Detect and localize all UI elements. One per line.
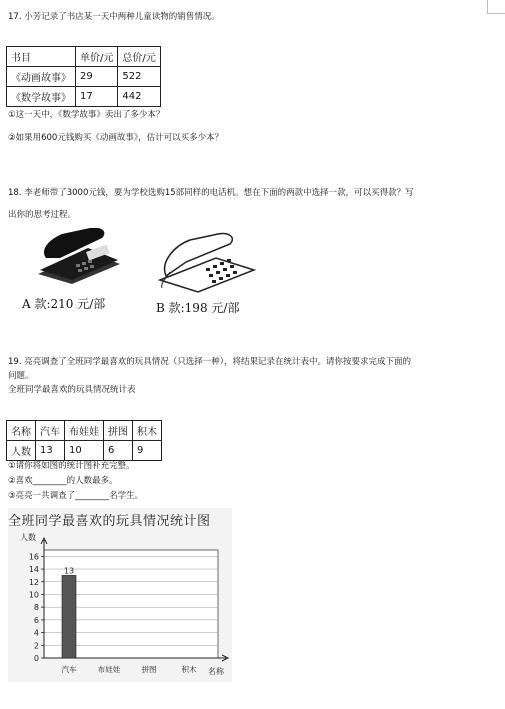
table-cell: 17 <box>76 87 118 107</box>
q19-stem-line-2: 问题。 <box>8 371 34 381</box>
x-axis-label: 名称 <box>208 667 224 676</box>
q17-table <box>6 46 161 107</box>
page-corner-mark <box>487 13 505 14</box>
table-cell: 《数学故事》 <box>7 87 76 107</box>
table-header: 积木 <box>133 421 162 441</box>
q19-table-title: 全班同学最喜欢的玩具情况统计表 <box>8 385 136 395</box>
q19-table <box>6 420 162 461</box>
telephone-icon <box>32 228 124 284</box>
chart-title: 全班同学最喜欢的玩具情况统计图 <box>8 514 211 529</box>
table-header: 总价/元 <box>118 47 160 67</box>
table-header: 书目 <box>7 47 76 67</box>
x-tick-label: 积木 <box>181 665 197 674</box>
q19-sub-question-1: ①请你将如图的统计图补充完整。 <box>8 461 135 471</box>
y-tick-label: 12 <box>28 577 39 587</box>
table-row <box>7 441 162 461</box>
table-cell: 522 <box>118 67 160 87</box>
table-header: 汽车 <box>36 421 65 441</box>
table-cell: 10 <box>65 441 104 461</box>
table-cell: 6 <box>104 441 133 461</box>
table-header-row <box>7 421 162 441</box>
chart-plot <box>8 508 232 682</box>
y-axis-label: 人数 <box>20 533 36 542</box>
q17-sub-question-1: ①这一天中，《数学故事》卖出了多少本？ <box>8 110 165 120</box>
table-cell: 9 <box>133 441 162 461</box>
table-cell: 人数 <box>7 441 36 461</box>
table-cell: 13 <box>36 441 65 461</box>
y-tick-label: 6 <box>33 615 39 625</box>
x-tick-label: 布娃娃 <box>97 665 121 674</box>
q17-sub-question-2: ②如果用600元钱购买《动画故事》，估计可以买多少本？ <box>8 133 224 143</box>
y-tick-label: 0 <box>33 654 39 663</box>
table-row <box>7 67 161 87</box>
table-header: 名称 <box>7 421 36 441</box>
q18-stem-line-1: 18. 李老师带了3000元钱，要为学校选购15部同样的电话机。想在下面的两款中选择一款，可以买得款？写 <box>8 188 414 198</box>
q19-stem-line-1: 19. 亮亮调查了全班同学最喜欢的玩具情况（只选择一种），将结果记录在统计表中。请你按要求完成下面的 <box>8 357 411 367</box>
data-label: 13 <box>63 566 75 576</box>
table-cell: 442 <box>118 87 160 107</box>
y-tick-label: 2 <box>33 641 39 651</box>
table-header: 布娃娃 <box>65 421 104 441</box>
y-tick-label: 14 <box>28 565 39 575</box>
y-tick-label: 4 <box>33 628 39 638</box>
y-tick-label: 8 <box>33 603 39 613</box>
table-row <box>7 87 161 107</box>
telephone-icon <box>156 232 260 294</box>
y-tick-label: 10 <box>28 590 39 600</box>
table-cell: 29 <box>76 67 118 87</box>
bar <box>62 575 76 658</box>
q19-sub-question-2: ②喜欢________的人数最多。 <box>8 476 118 486</box>
y-tick-label: 16 <box>28 552 39 562</box>
q19-sub-question-3: ③亮亮一共调查了________名学生。 <box>8 491 144 501</box>
table-header-row <box>7 47 161 67</box>
q17-stem: 17. 小芳记录了书店某一天中两种儿童读物的销售情况。 <box>8 12 220 22</box>
table-header: 拼图 <box>104 421 133 441</box>
table-header: 单价/元 <box>76 47 118 67</box>
phone-b-label: B 款:198 元/部 <box>156 301 240 315</box>
phone-a-label: A 款:210 元/部 <box>22 297 106 311</box>
page-corner-mark <box>487 0 488 14</box>
table-cell: 《动画故事》 <box>7 67 76 87</box>
toy-preference-chart <box>8 508 232 682</box>
q18-stem-line-2: 出你的思考过程。 <box>8 210 77 220</box>
x-tick-label: 汽车 <box>61 665 77 674</box>
x-tick-label: 拼图 <box>141 665 157 674</box>
